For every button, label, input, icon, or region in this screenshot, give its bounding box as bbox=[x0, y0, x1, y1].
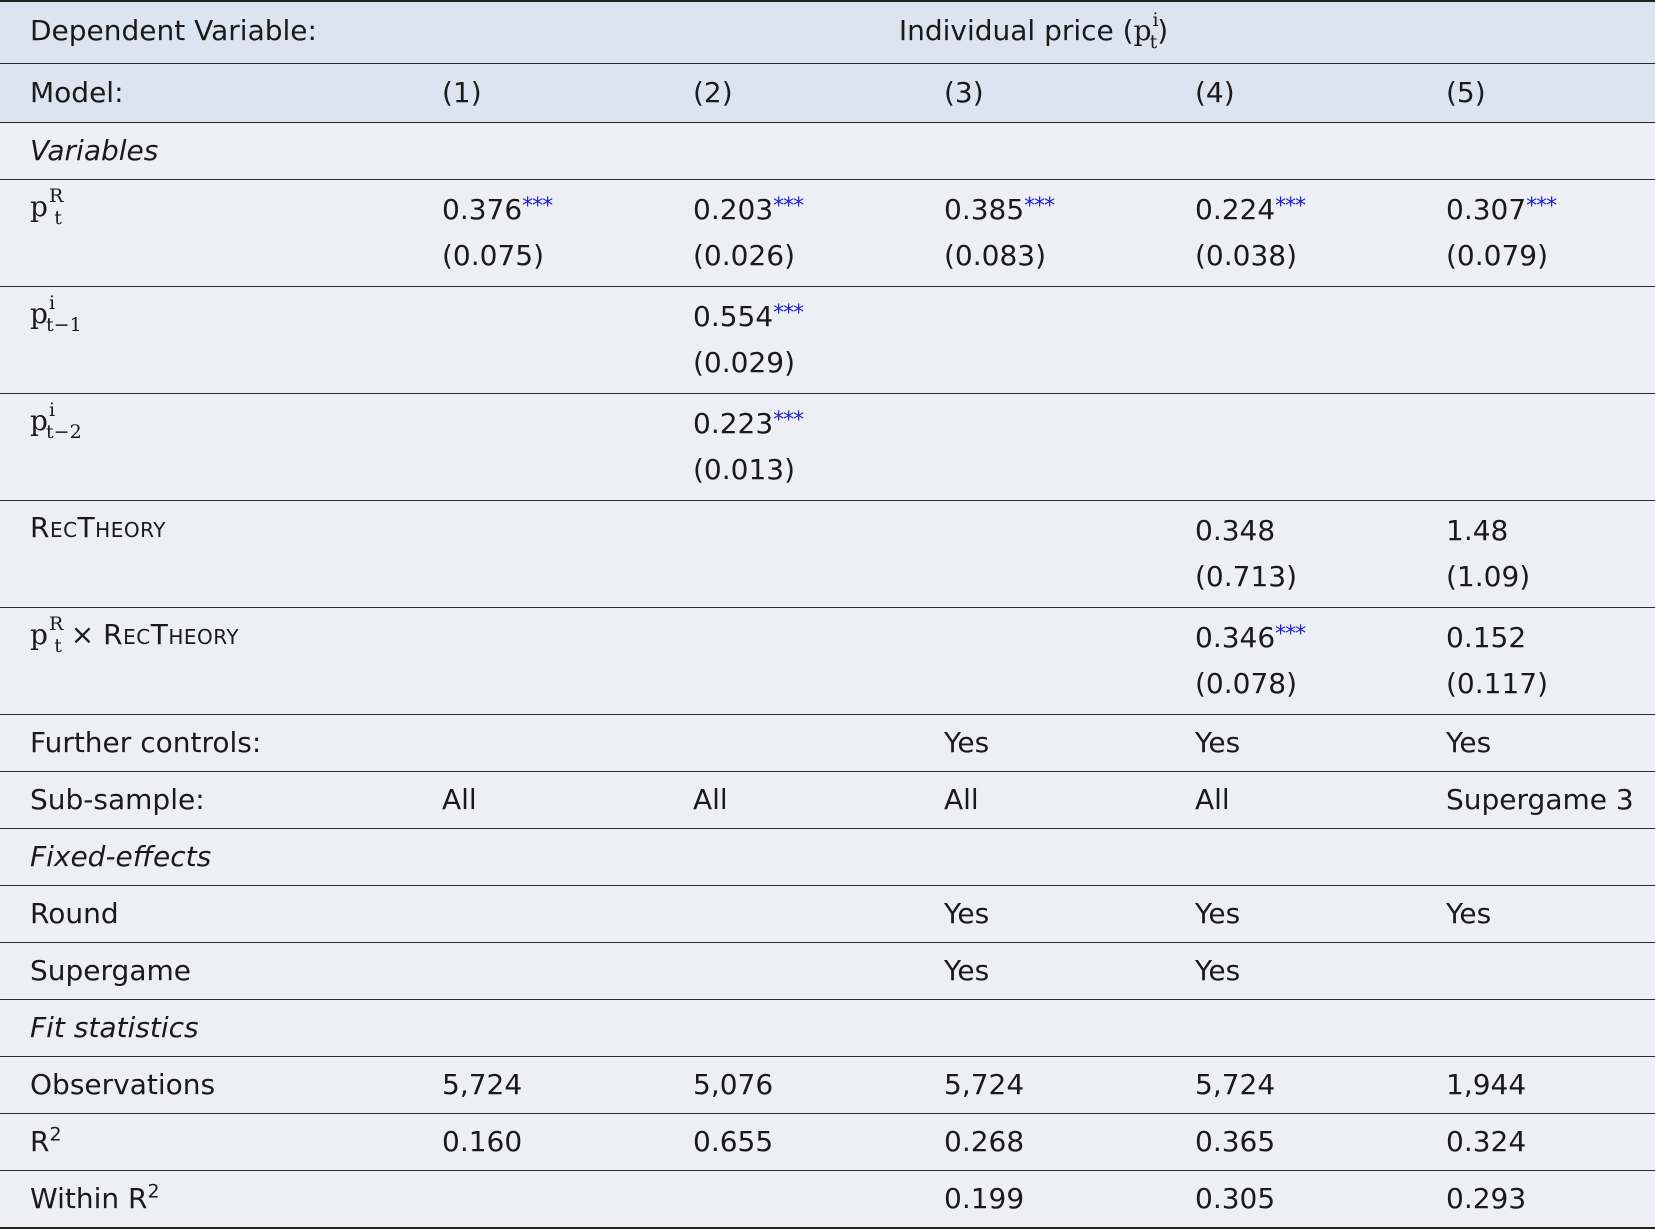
cell-value: 0.305 bbox=[1165, 1171, 1416, 1229]
standard-error: (0.029) bbox=[693, 346, 796, 379]
cell-value: Yes bbox=[1416, 715, 1655, 772]
coef-row-p-R bbox=[0, 180, 1655, 287]
standard-error: (0.038) bbox=[1195, 239, 1298, 272]
coefficient bbox=[693, 291, 914, 340]
coef-cell bbox=[914, 287, 1165, 394]
section-fixed-effects-row bbox=[0, 829, 1655, 886]
coefficient-value: 0.385 bbox=[944, 193, 1025, 226]
coef-cell bbox=[914, 608, 1165, 715]
model-number: (4) bbox=[1165, 64, 1416, 123]
model-number: (5) bbox=[1416, 64, 1655, 123]
standard-error: (0.078) bbox=[1195, 667, 1298, 700]
row-observations bbox=[0, 1057, 1655, 1114]
coef-cell bbox=[1416, 394, 1655, 501]
cell-value: Yes bbox=[914, 715, 1165, 772]
standard-error: (1.09) bbox=[1446, 560, 1531, 593]
standard-error: (0.075) bbox=[442, 239, 545, 272]
row-label: $R^2$ bbox=[0, 1114, 412, 1171]
coefficient-value: 0.348 bbox=[1195, 514, 1276, 547]
cell-value: All bbox=[1165, 772, 1416, 829]
standard-error: (0.013) bbox=[693, 453, 796, 486]
coefficient-value: 0.346 bbox=[1195, 621, 1276, 654]
coefficient bbox=[1195, 184, 1416, 233]
significance-stars: *** bbox=[522, 194, 553, 219]
coef-cell bbox=[412, 608, 663, 715]
dependent-variable-label: Dependent Variable: bbox=[0, 1, 412, 64]
cell-value bbox=[663, 943, 914, 1000]
cell-value: Yes bbox=[1416, 886, 1655, 943]
coefficient bbox=[442, 184, 663, 233]
coef-cell bbox=[1165, 608, 1416, 715]
var-label-p-lag2: $p^i_{t-2}$ bbox=[0, 394, 412, 501]
coef-cell bbox=[412, 501, 663, 608]
coefficient-value: 1.48 bbox=[1446, 514, 1509, 547]
cell-value: All bbox=[412, 772, 663, 829]
model-number: (1) bbox=[412, 64, 663, 123]
row-supergame bbox=[0, 943, 1655, 1000]
coef-row-interaction bbox=[0, 608, 1655, 715]
significance-stars: *** bbox=[1526, 194, 1557, 219]
coefficient bbox=[693, 184, 914, 233]
cell-value: All bbox=[663, 772, 914, 829]
coef-row-rectheory bbox=[0, 501, 1655, 608]
standard-error: (0.713) bbox=[1195, 560, 1298, 593]
coef-cell bbox=[1165, 501, 1416, 608]
row-round bbox=[0, 886, 1655, 943]
cell-value: Supergame 3 bbox=[1416, 772, 1655, 829]
coefficient bbox=[1446, 612, 1655, 661]
var-label-rectheory: RecTheory bbox=[0, 501, 412, 608]
standard-error: (0.079) bbox=[1446, 239, 1549, 272]
coefficient bbox=[1446, 184, 1655, 233]
significance-stars: *** bbox=[1275, 622, 1306, 647]
cell-value bbox=[412, 943, 663, 1000]
coef-cell bbox=[412, 287, 663, 394]
row-r2 bbox=[0, 1114, 1655, 1171]
coef-cell bbox=[1416, 501, 1655, 608]
coef-cell bbox=[914, 501, 1165, 608]
cell-value bbox=[412, 1171, 663, 1229]
coef-cell bbox=[663, 608, 914, 715]
coef-cell bbox=[663, 287, 914, 394]
cell-value: 0.293 bbox=[1416, 1171, 1655, 1229]
row-label: Further controls: bbox=[0, 715, 412, 772]
coef-cell bbox=[412, 394, 663, 501]
cell-value bbox=[412, 715, 663, 772]
cell-value: 0.655 bbox=[663, 1114, 914, 1171]
row-label: Supergame bbox=[0, 943, 412, 1000]
coef-cell bbox=[663, 180, 914, 287]
row-within-r2 bbox=[0, 1171, 1655, 1229]
model-row bbox=[0, 64, 1655, 123]
row-label: Sub-sample: bbox=[0, 772, 412, 829]
cell-value: 0.160 bbox=[412, 1114, 663, 1171]
cell-value: All bbox=[914, 772, 1165, 829]
row-sub-sample bbox=[0, 772, 1655, 829]
cell-value: 5,724 bbox=[412, 1057, 663, 1114]
coefficient bbox=[1195, 505, 1416, 554]
significance-stars: *** bbox=[773, 301, 804, 326]
dependent-variable-row bbox=[0, 1, 1655, 64]
standard-error: (0.083) bbox=[944, 239, 1047, 272]
coefficient-value: 0.376 bbox=[442, 193, 523, 226]
cell-value bbox=[663, 715, 914, 772]
cell-value: 5,724 bbox=[914, 1057, 1165, 1114]
cell-value: 5,724 bbox=[1165, 1057, 1416, 1114]
coefficient bbox=[693, 398, 914, 447]
coef-cell bbox=[1416, 608, 1655, 715]
model-label: Model: bbox=[0, 64, 412, 123]
coef-cell bbox=[1416, 287, 1655, 394]
coefficient bbox=[1195, 612, 1416, 661]
cell-value bbox=[663, 1171, 914, 1229]
var-label-interaction: $p^R_t$ × RecTheory bbox=[0, 608, 412, 715]
significance-stars: *** bbox=[1275, 194, 1306, 219]
var-label-p-lag1: $p^i_{t-1}$ bbox=[0, 287, 412, 394]
cell-value: Yes bbox=[914, 886, 1165, 943]
row-label: Within $R^2$ bbox=[0, 1171, 412, 1229]
cell-value: Yes bbox=[1165, 886, 1416, 943]
cell-value: 1,944 bbox=[1416, 1057, 1655, 1114]
model-number: (2) bbox=[663, 64, 914, 123]
coefficient-value: 0.152 bbox=[1446, 621, 1527, 654]
significance-stars: *** bbox=[773, 194, 804, 219]
cell-value: 0.324 bbox=[1416, 1114, 1655, 1171]
standard-error: (0.117) bbox=[1446, 667, 1549, 700]
section-fit-statistics-row bbox=[0, 1000, 1655, 1057]
cell-value: 0.268 bbox=[914, 1114, 1165, 1171]
coefficient-value: 0.307 bbox=[1446, 193, 1527, 226]
coefficient bbox=[1446, 505, 1655, 554]
cell-value: Yes bbox=[1165, 943, 1416, 1000]
coefficient-value: 0.223 bbox=[693, 407, 774, 440]
section-variables-row bbox=[0, 123, 1655, 180]
coef-cell bbox=[412, 180, 663, 287]
coef-cell bbox=[1416, 180, 1655, 287]
significance-stars: *** bbox=[773, 408, 804, 433]
section-title-fit-statistics: Fit statistics bbox=[0, 1000, 1655, 1057]
cell-value: Yes bbox=[1165, 715, 1416, 772]
coef-cell bbox=[663, 501, 914, 608]
significance-stars: *** bbox=[1024, 194, 1055, 219]
coefficient bbox=[944, 184, 1165, 233]
coef-row-p-lag2 bbox=[0, 394, 1655, 501]
section-title-variables: Variables bbox=[0, 123, 1655, 180]
model-number: (3) bbox=[914, 64, 1165, 123]
coefficient-value: 0.224 bbox=[1195, 193, 1276, 226]
coef-cell bbox=[663, 394, 914, 501]
cell-value: 0.365 bbox=[1165, 1114, 1416, 1171]
section-title-fixed-effects: Fixed-effects bbox=[0, 829, 1655, 886]
cell-value bbox=[1416, 943, 1655, 1000]
cell-value bbox=[412, 886, 663, 943]
coef-row-p-lag1 bbox=[0, 287, 1655, 394]
coef-cell bbox=[914, 394, 1165, 501]
dependent-variable-value: Individual price $(p^i_t)$ bbox=[412, 1, 1655, 64]
cell-value bbox=[663, 886, 914, 943]
var-label-p-R: $p^R_t$ bbox=[0, 180, 412, 287]
cell-value: Yes bbox=[914, 943, 1165, 1000]
cell-value: 0.199 bbox=[914, 1171, 1165, 1229]
standard-error: (0.026) bbox=[693, 239, 796, 272]
coefficient-value: 0.203 bbox=[693, 193, 774, 226]
coef-cell bbox=[1165, 394, 1416, 501]
row-further-controls bbox=[0, 715, 1655, 772]
coef-cell bbox=[1165, 287, 1416, 394]
coef-cell bbox=[1165, 180, 1416, 287]
coefficient-value: 0.554 bbox=[693, 300, 774, 333]
coef-cell bbox=[914, 180, 1165, 287]
row-label: Observations bbox=[0, 1057, 412, 1114]
cell-value: 5,076 bbox=[663, 1057, 914, 1114]
row-label: Round bbox=[0, 886, 412, 943]
